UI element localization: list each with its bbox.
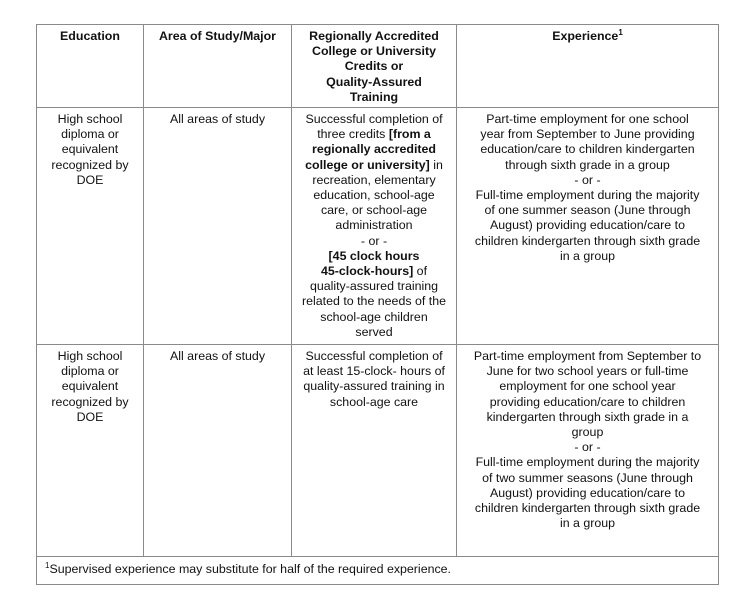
cell-line: DOE bbox=[76, 409, 104, 424]
header-education: Education bbox=[37, 25, 144, 108]
credits-cell bbox=[292, 108, 457, 345]
cell-line: in a group bbox=[559, 516, 616, 531]
cell-line: employment for one school year bbox=[499, 379, 676, 394]
cell-line: Successful completion of bbox=[305, 349, 443, 364]
header-credits bbox=[292, 25, 457, 108]
cell-line: All areas of study bbox=[169, 112, 266, 127]
header-experience: Experience$^1$ bbox=[457, 25, 719, 108]
cell-line: administration bbox=[335, 218, 413, 233]
cell-line: DOE bbox=[76, 172, 104, 187]
footnote-text: Supervised experience may substitute for half of the required experience. bbox=[49, 562, 451, 577]
cell-line: three credits [from a bbox=[317, 127, 431, 142]
cell-line: quality-assured training bbox=[309, 279, 439, 294]
cell-line: Full-time employment during the majority bbox=[475, 188, 700, 203]
footnote-marker: 1 bbox=[45, 560, 50, 570]
cell-line: children kindergarten through sixth grade bbox=[474, 501, 701, 516]
cell-line: recognized by bbox=[51, 394, 129, 409]
cell-line: Full-time employment during the majority bbox=[475, 455, 700, 470]
cell-line: school-age children bbox=[320, 309, 428, 324]
cell-line: Part-time employment for one school bbox=[486, 112, 689, 127]
cell-line: 45-clock-hours] of bbox=[320, 264, 428, 279]
area-of-study-cell bbox=[144, 108, 292, 345]
education-cell bbox=[37, 108, 144, 345]
header-area-of-study: Area of Study/Major bbox=[144, 25, 292, 108]
table-row bbox=[37, 345, 719, 557]
experience-cell bbox=[457, 108, 719, 345]
footnote-marker: 1 bbox=[618, 27, 623, 37]
cell-line: - or - bbox=[574, 172, 601, 187]
cell-line: group bbox=[571, 425, 604, 440]
cell-line: regionally accredited bbox=[312, 142, 436, 157]
cell-line: through sixth grade in a group bbox=[505, 157, 670, 172]
cell-line: Part-time employment from September to bbox=[473, 349, 702, 364]
cell-line: school-age care bbox=[329, 394, 419, 409]
cell-line: education/care to children kindergarten bbox=[480, 142, 695, 157]
requirements-table-wrapper bbox=[36, 24, 718, 585]
footnote bbox=[37, 557, 719, 585]
credits-cell bbox=[292, 345, 457, 557]
cell-line: education, school-age bbox=[313, 188, 435, 203]
cell-line: diploma or bbox=[61, 127, 119, 142]
header-credits-line: College or University bbox=[312, 44, 436, 59]
cell-line: High school bbox=[57, 112, 123, 127]
cell-line: in a group bbox=[559, 248, 616, 263]
cell-line: High school bbox=[57, 349, 123, 364]
header-credits-line: Training bbox=[349, 89, 399, 104]
requirements-table bbox=[36, 24, 719, 585]
header-row bbox=[37, 25, 719, 108]
cell-line: year from September to June providing bbox=[480, 127, 695, 142]
cell-line: equivalent bbox=[61, 142, 119, 157]
cell-line: recognized by bbox=[51, 157, 129, 172]
cell-line: served bbox=[355, 324, 393, 339]
cell-line: of two summer seasons (June through bbox=[482, 470, 693, 485]
cell-line: All areas of study bbox=[169, 349, 266, 364]
cell-line: providing education/care to children bbox=[489, 394, 686, 409]
cell-line: quality-assured training in bbox=[303, 379, 445, 394]
cell-line: - or - bbox=[360, 233, 388, 248]
cell-line: kindergarten through sixth grade in a bbox=[486, 409, 689, 424]
table-row bbox=[37, 108, 719, 345]
cell-line: [45 clock hours bbox=[328, 248, 420, 263]
footnote-row bbox=[37, 557, 719, 585]
cell-line: at least 15-clock- hours of bbox=[303, 364, 445, 379]
cell-line: recreation, elementary bbox=[312, 172, 436, 187]
header-credits-line: Regionally Accredited bbox=[309, 29, 439, 43]
cell-line: diploma or bbox=[61, 364, 119, 379]
cell-line: children kindergarten through sixth grade bbox=[474, 233, 701, 248]
experience-cell bbox=[457, 345, 719, 557]
header-credits-line: Quality-Assured bbox=[326, 74, 422, 89]
cell-line: college or university] in bbox=[305, 157, 443, 172]
cell-line: of one summer season (June through bbox=[484, 203, 691, 218]
header-credits-line: Credits or bbox=[344, 59, 404, 74]
cell-line: - or - bbox=[574, 440, 601, 455]
area-of-study-cell bbox=[144, 345, 292, 557]
cell-line: August) providing education/care to bbox=[490, 218, 685, 233]
cell-line: related to the needs of the bbox=[302, 294, 446, 309]
cell-line: June for two school years or full-time bbox=[486, 364, 689, 379]
cell-line: August) providing education/care to bbox=[490, 485, 685, 500]
cell-line: care, or school-age bbox=[320, 203, 428, 218]
cell-line: equivalent bbox=[61, 379, 119, 394]
education-cell bbox=[37, 345, 144, 557]
cell-line: Successful completion of bbox=[305, 112, 443, 127]
